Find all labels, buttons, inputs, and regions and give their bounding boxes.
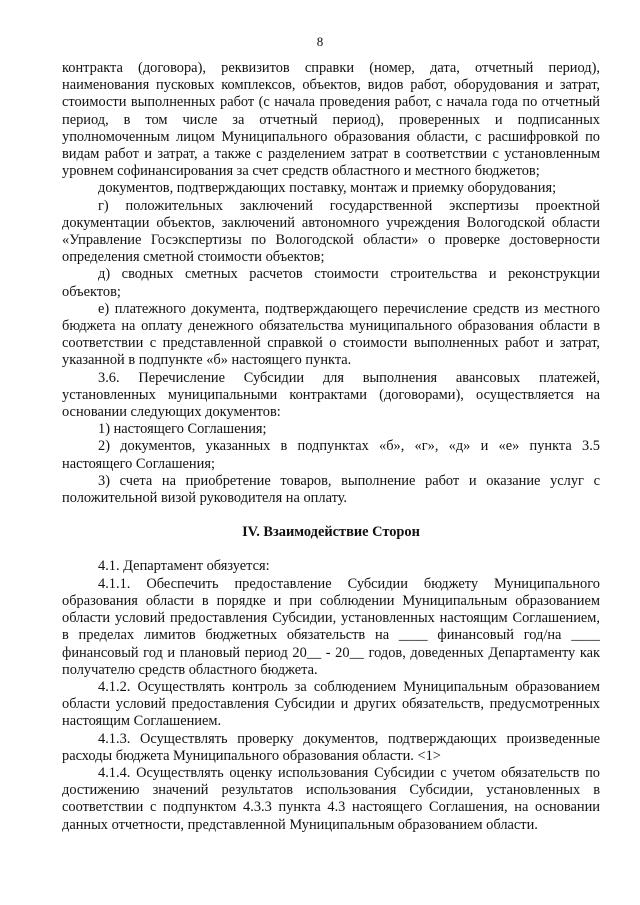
paragraph: 4.1.1. Обеспечить предоставление Субсидии бюджету Муниципального образования области в порядке и при соблюдении Муниципальным образованием области условий предоставления Субсидии, установленных настоящим Соглашением, в пределах лимитов бюджетных обязательств на ____ финансовый год/на ____ финансовый год и плановый период 20__ - 20__ годов, доведенных Департаменту как получателю средств областного бюджета. bbox=[62, 575, 600, 678]
document-body bbox=[62, 60, 600, 834]
paragraph: 3.6. Перечисление Субсидии для выполнения авансовых платежей, установленных муниципальными контрактами (договорами), осуществляется на основании следующих документов: bbox=[62, 369, 600, 421]
paragraph: контракта (договора), реквизитов справки (номер, дата, отчетный период), наименования пусковых комплексов, объектов, видов работ, оборудования и затрат, стоимости выполненных работ (с начала проведения работ, с начала года по отчетный период, в том числе за отчетный период), проверенных и подписанных уполномоченным лицом Муниципального образования области, с расшифровкой по видам работ и затрат, а также с разделением затрат в соответствии с установленным уровнем софинансирования за счет средств областного и местного бюджетов; bbox=[62, 60, 600, 180]
paragraph: 4.1.2. Осуществлять контроль за соблюдением Муниципальным образованием области условий предоставления Субсидии и других обязательств, предусмотренных настоящим Соглашением. bbox=[62, 678, 600, 730]
page-number: 8 bbox=[316, 34, 324, 49]
paragraphs-top bbox=[62, 60, 600, 507]
paragraph: 4.1. Департамент обязуется: bbox=[98, 558, 270, 575]
paragraph: документов, подтверждающих поставку, монтаж и приемку оборудования; bbox=[98, 180, 557, 197]
paragraph: 1) настоящего Соглашения; bbox=[98, 421, 267, 438]
section-heading: IV. Взаимодействие Сторон bbox=[242, 524, 420, 541]
paragraph: е) платежного документа, подтверждающего перечисление средств из местного бюджета на оплату денежного обязательства муниципального образования области в соответствии с представленной справкой о стоимости выполненных работ и затрат, указанной в подпункте «б» настоящего пункта. bbox=[62, 300, 600, 369]
paragraph: г) положительных заключений государственной экспертизы проектной документации объектов, заключений автономного учреждения Вологодской области «Управление Госэкспертизы по Вологодской области» о проверке достоверности определения сметной стоимости объектов; bbox=[62, 197, 600, 266]
paragraph: 4.1.4. Осуществлять оценку использования Субсидии с учетом обязательств по достижению значений результатов использования Субсидии, установленных в соответствии с подпунктом 4.3.3 пункта 4.3 настоящего Соглашения, на основании данных отчетности, представленной Муниципальным образованием области. bbox=[62, 764, 600, 833]
paragraphs-bottom bbox=[62, 558, 600, 833]
paragraph: 4.1.3. Осуществлять проверку документов, подтверждающих произведенные расходы бюджета Муниципального образования области. <1> bbox=[62, 730, 600, 764]
paragraph: д) сводных сметных расчетов стоимости строительства и реконструкции объектов; bbox=[62, 266, 600, 300]
paragraph: 3) счета на приобретение товаров, выполнение работ и оказание услуг с положительной визой руководителя на оплату. bbox=[62, 472, 600, 507]
paragraph: 2) документов, указанных в подпунктах «б», «г», «д» и «е» пункта 3.5 настоящего Соглашения; bbox=[62, 438, 600, 472]
